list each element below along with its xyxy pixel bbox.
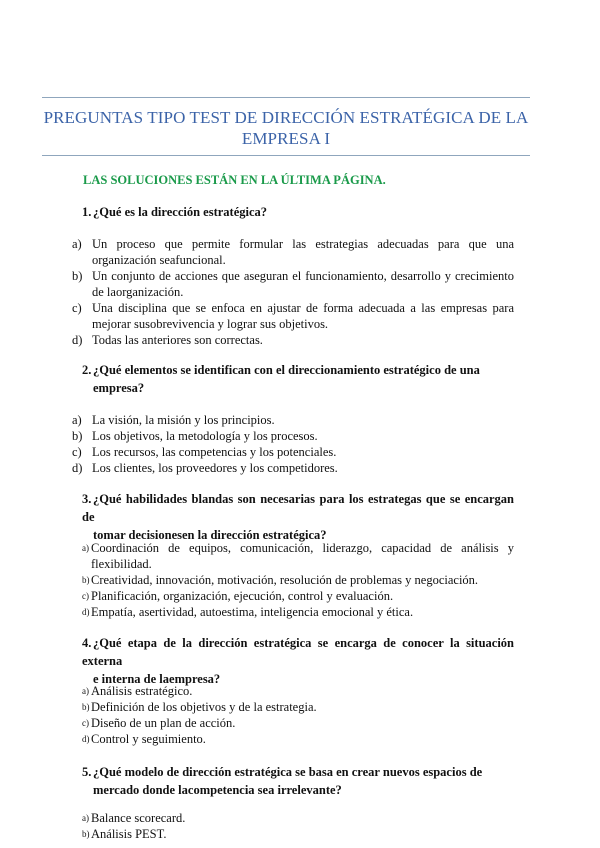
question-4-options	[0, 683, 600, 747]
option-text: Análisis PEST.	[91, 827, 167, 841]
title-line-2: EMPRESA I	[241, 129, 331, 148]
question-3-options	[0, 540, 600, 620]
question-text-line-1: ¿Qué elementos se identifican con el direccionamiento estratégico de una	[93, 363, 480, 377]
option-a	[0, 540, 600, 572]
option-text: Los clientes, los proveedores y los competidores.	[92, 461, 338, 475]
option-letter: b)	[82, 829, 90, 839]
question-1	[82, 203, 514, 221]
question-text-line-1: ¿Qué etapa de la dirección estratégica se encarga de conocer la situación externa	[82, 636, 514, 668]
question-text-line-1: ¿Qué modelo de dirección estratégica se basa en crear nuevos espacios de	[93, 765, 483, 779]
option-letter: a)	[82, 686, 89, 696]
option-c	[0, 715, 600, 731]
question-1-options	[0, 236, 600, 348]
option-a	[0, 683, 600, 699]
question-text-line-2: mercado donde lacompetencia sea irrelevante?	[93, 783, 342, 797]
question-4	[82, 634, 514, 688]
option-a	[0, 810, 600, 826]
question-2	[82, 361, 514, 397]
question-5-options	[0, 810, 600, 842]
option-text: Todas las anteriores son correctas.	[92, 333, 263, 347]
option-letter: c)	[72, 445, 82, 459]
option-text: Empatía, asertividad, autoestima, inteligencia emocional y ética.	[91, 605, 414, 619]
option-b	[0, 826, 600, 842]
option-letter: a)	[82, 543, 89, 553]
question-number: 2.	[82, 363, 92, 377]
option-letter: b)	[72, 429, 83, 443]
option-letter: b)	[72, 269, 83, 283]
question-5	[82, 763, 514, 799]
option-a	[0, 236, 600, 268]
question-3	[82, 490, 514, 544]
option-text: Los recursos, las competencias y los potenciales.	[92, 445, 337, 459]
question-2-options	[0, 412, 600, 476]
option-text: Creatividad, innovación, motivación, resolución de problemas y negociación.	[91, 573, 479, 587]
option-letter: a)	[72, 237, 82, 251]
option-d	[0, 731, 600, 747]
question-text: ¿Qué es la dirección estratégica?	[93, 205, 268, 219]
question-text-line-2: tomar decisionesen la dirección estratégica?	[93, 528, 327, 542]
option-c	[0, 444, 600, 460]
option-text: La visión, la misión y los principios.	[92, 413, 275, 427]
question-text-line-2: e interna de laempresa?	[93, 672, 221, 686]
option-d	[0, 460, 600, 476]
option-text: Coordinación de equipos, comunicación, liderazgo, capacidad de análisis y flexibilidad.	[91, 541, 514, 571]
title-underline-rule	[42, 155, 530, 156]
question-number: 1.	[82, 205, 92, 219]
option-letter: a)	[82, 813, 89, 823]
option-letter: c)	[72, 301, 82, 315]
option-letter: a)	[72, 413, 82, 427]
option-d	[0, 332, 600, 348]
question-text-line-2: empresa?	[93, 381, 145, 395]
option-d	[0, 604, 600, 620]
option-text: Un conjunto de acciones que aseguran el funcionamiento, desarrollo y crecimiento de laorganización.	[92, 269, 514, 299]
option-text: Los objetivos, la metodología y los procesos.	[92, 429, 318, 443]
option-text: Definición de los objetivos y de la estrategia.	[91, 700, 317, 714]
option-b	[0, 268, 600, 300]
option-a	[0, 412, 600, 428]
question-text-line-1: ¿Qué habilidades blandas son necesarias para los estrategas que se encargan de	[82, 492, 514, 524]
option-letter: d)	[82, 734, 90, 744]
option-letter: d)	[72, 333, 83, 347]
option-text: Análisis estratégico.	[91, 684, 193, 698]
question-number: 5.	[82, 765, 92, 779]
title-line-1: PREGUNTAS TIPO TEST DE DIRECCIÓN ESTRATÉGICA DE LA	[43, 108, 529, 127]
question-number: 4.	[82, 636, 92, 650]
option-b	[0, 572, 600, 588]
option-letter: b)	[82, 702, 90, 712]
page-title	[42, 107, 530, 149]
option-text: Balance scorecard.	[91, 811, 186, 825]
option-c	[0, 300, 600, 332]
option-letter: c)	[82, 591, 89, 601]
option-text: Planificación, organización, ejecución, control y evaluación.	[91, 589, 394, 603]
option-letter: c)	[82, 718, 89, 728]
option-b	[0, 699, 600, 715]
option-letter: b)	[82, 575, 90, 585]
option-text: Un proceso que permite formular las estrategias adecuadas para que una organización seafuncional.	[92, 237, 514, 267]
option-letter: d)	[72, 461, 83, 475]
option-b	[0, 428, 600, 444]
option-text: Diseño de un plan de acción.	[91, 716, 236, 730]
option-text: Control y seguimiento.	[91, 732, 206, 746]
option-letter: d)	[82, 607, 90, 617]
question-number: 3.	[82, 492, 92, 506]
option-c	[0, 588, 600, 604]
solutions-notice: LAS SOLUCIONES ESTÁN EN LA ÚLTIMA PÁGINA.	[83, 173, 386, 187]
option-text: Una disciplina que se enfoca en ajustar de forma adecuada a las empresas para mejorar susobrevivencia y lograr sus objetivos.	[92, 301, 514, 331]
top-rule	[42, 97, 530, 98]
